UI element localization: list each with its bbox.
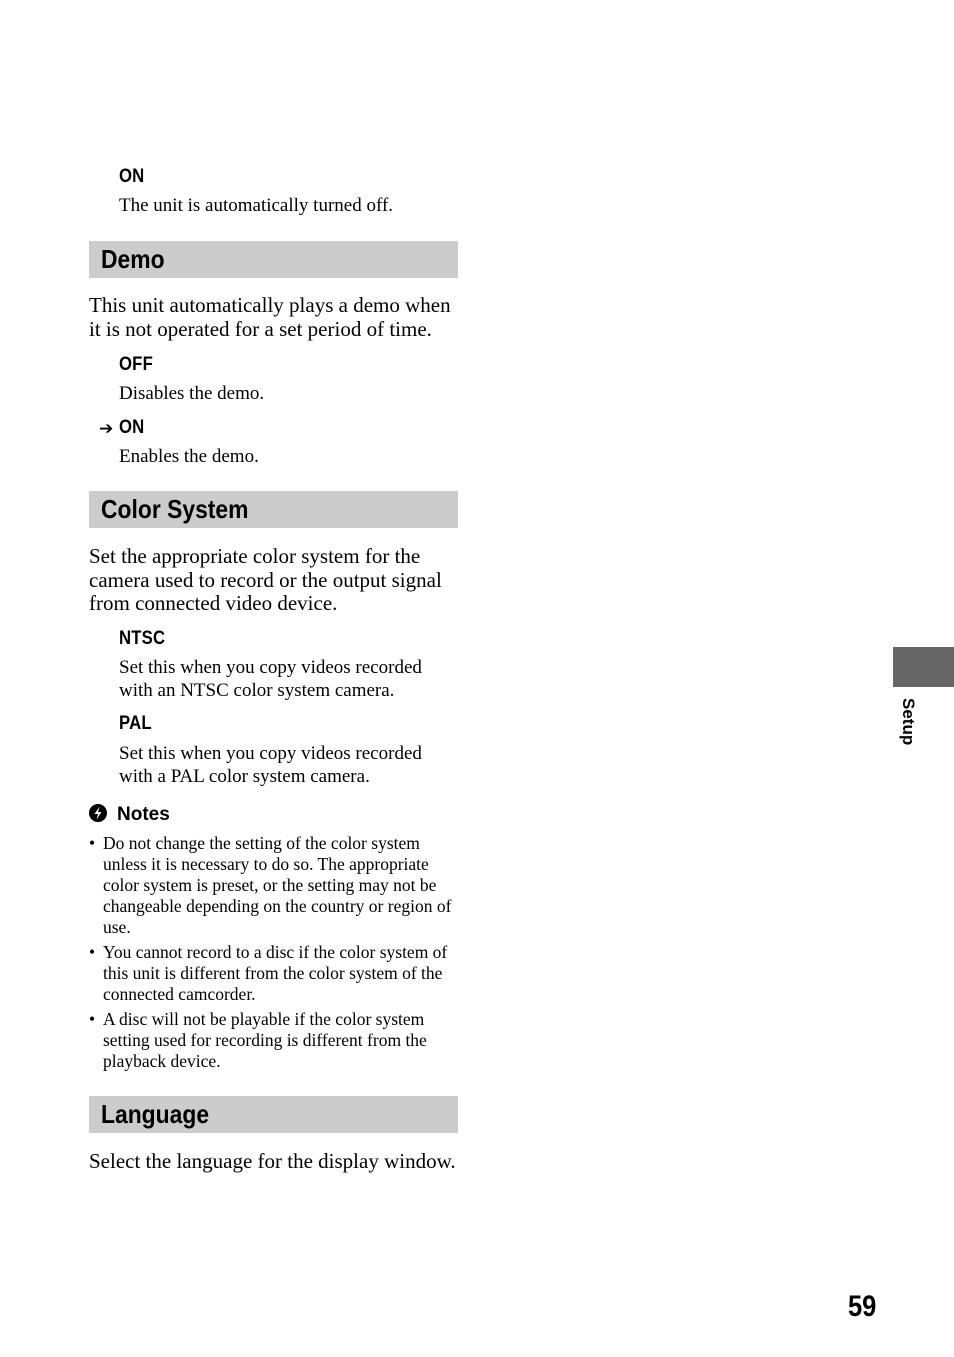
notes-caution-icon [89, 804, 107, 822]
notes-heading [89, 804, 170, 826]
notes-heading-label: Notes [117, 804, 170, 825]
color-option-ntsc-description: Set this when you copy videos recorded with an NTSC color system camera. [119, 657, 422, 701]
notes-item: • A disc will not be playable if the color system setting used for recording is different from the playback device. [89, 1009, 427, 1071]
language-heading [89, 1096, 458, 1133]
notes-item: • Do not change the setting of the color system unless it is necessary to do so. The appropriate color system is preset, or the setting may not be changeable depending on the country or region of use. [89, 833, 452, 937]
option-on-label: ON [119, 166, 145, 187]
demo-heading [89, 241, 458, 278]
color-system-heading-title: Color System [101, 494, 249, 524]
notes-list [89, 833, 461, 1076]
default-arrow-icon: ➔ [99, 419, 114, 439]
demo-option-off-description: Disables the demo. [119, 383, 265, 404]
language-heading-title: Language [101, 1099, 210, 1129]
demo-option-off-label: OFF [119, 354, 153, 375]
demo-heading-title: Demo [101, 244, 165, 274]
option-on-description: The unit is automatically turned off. [119, 195, 394, 216]
language-intro: Select the language for the display window. [89, 1149, 456, 1173]
color-system-heading [89, 491, 458, 528]
section-tab-label: Setup [899, 698, 918, 746]
color-option-ntsc-label: NTSC [119, 628, 166, 649]
demo-intro: This unit automatically plays a demo when it is not operated for a set period of time. [89, 293, 451, 341]
color-system-intro: Set the appropriate color system for the camera used to record or the output signal from connected video device. [89, 544, 442, 615]
color-option-pal-label: PAL [119, 713, 152, 734]
demo-option-on-description: Enables the demo. [119, 446, 259, 467]
section-tab-marker [893, 647, 954, 687]
notes-item: • You cannot record to a disc if the color system of this unit is different from the color system of the connected camcorder. [89, 942, 448, 1004]
page-number: 59 [848, 1290, 877, 1323]
color-option-pal-description: Set this when you copy videos recorded with a PAL color system camera. [119, 743, 422, 787]
demo-option-on-label: ON [119, 417, 145, 438]
